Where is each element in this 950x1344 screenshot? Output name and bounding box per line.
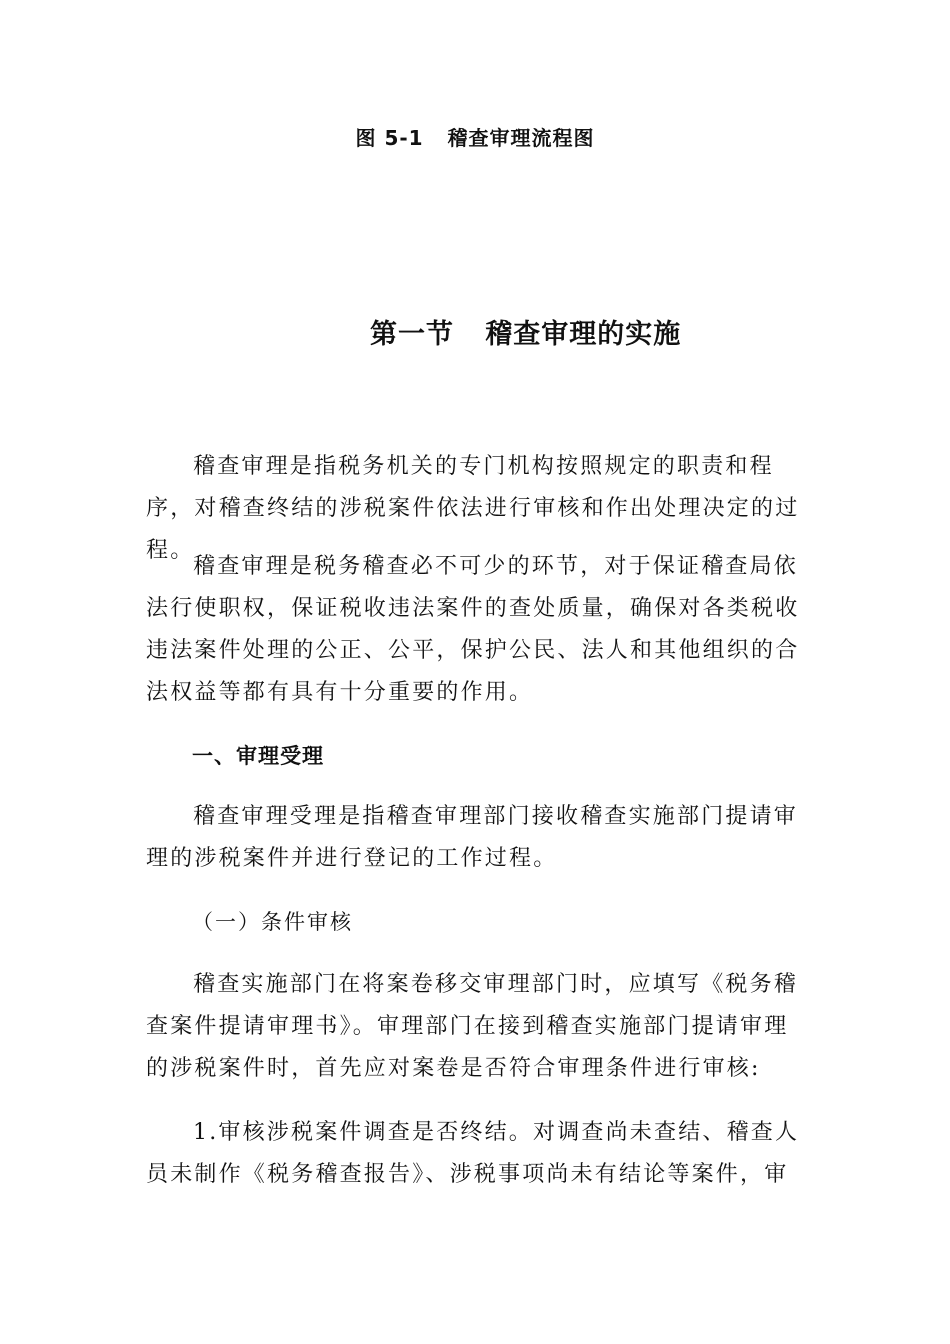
heading-review-acceptance: 一、审理受理 (192, 744, 324, 768)
subheading-condition-review: （一）条件审核 (192, 910, 353, 934)
paragraph-condition-review: 稽查实施部门在将案卷移交审理部门时，应填写《税务稽查案件提请审理书》。审理部门在接到稽查实施部门提请审理的涉税案件时，首先应对案卷是否符合审理条件进行审核: (146, 972, 799, 1081)
figure-caption: 图 5-1 稽查审理流程图 (355, 126, 595, 150)
paragraph-definition: 稽查审理是指税务机关的专门机构按照规定的职责和程序，对稽查终结的涉税案件依法进行审核和作出处理决定的过程。 (146, 454, 800, 563)
paragraph-item-1: 1.审核涉税案件调查是否终结。对调查尚未查结、稽查人员未制作《税务稽查报告》、涉税事项尚未有结论等案件，审 (146, 1120, 800, 1187)
paragraph-importance: 稽查审理是税务稽查必不可少的环节，对于保证稽查局依法行使职权，保证税收违法案件的查处质量，确保对各类税收违法案件处理的公正、公平，保护公民、法人和其他组织的合法权益等都有具有十分重要的作用。 (146, 554, 800, 705)
section-title: 第一节 稽查审理的实施 (370, 319, 682, 350)
paragraph-acceptance-definition: 稽查审理受理是指稽查审理部门接收稽查实施部门提请审理的涉税案件并进行登记的工作过程。 (146, 804, 799, 871)
